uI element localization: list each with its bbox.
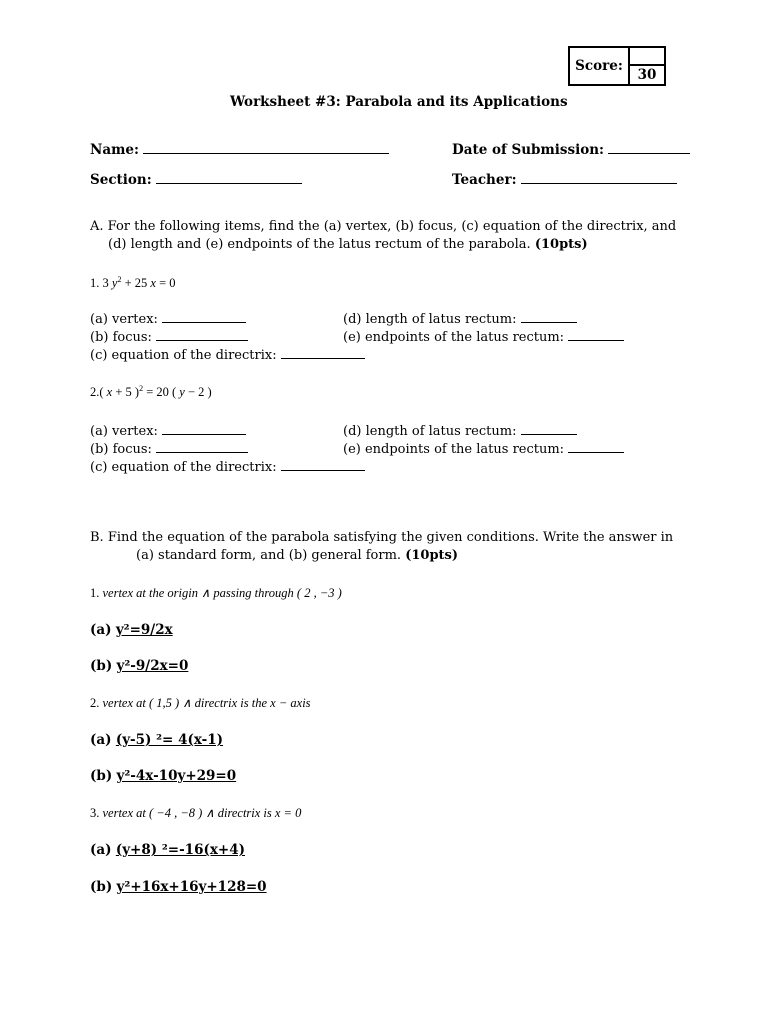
a1-length-field[interactable] <box>343 311 577 327</box>
a2-number: 2. <box>90 385 100 399</box>
a2-length-field[interactable] <box>343 423 577 439</box>
part-b-instruction-line1: B. Find the equation of the parabola satisfying the given conditions. Write the answer in <box>90 530 674 545</box>
date-blank[interactable] <box>608 142 690 154</box>
b1-a-label: (a) <box>90 622 112 638</box>
a1-directrix-blank[interactable] <box>281 347 365 359</box>
a1-vertex-label: (a) vertex: <box>90 312 158 327</box>
b3-condition-text: vertex at ( −4 , −8 ) ∧ directrix is x = 0 <box>102 806 302 820</box>
a1-eq-var-y: y <box>111 276 118 290</box>
part-b-points: (10pts) <box>405 548 459 563</box>
part-a-instruction-line1: A. For the following items, find the (a) vertex, (b) focus, (c) equation of the directrix, and <box>90 219 677 234</box>
a1-eq-mid: + 25 <box>121 276 151 290</box>
a2-eq-open: ( <box>99 385 107 399</box>
score-box <box>568 46 666 86</box>
b2-b-label: (b) <box>90 768 113 784</box>
b2-answer-b <box>90 768 236 784</box>
a1-eq-var-x: x <box>150 276 156 290</box>
b3-a-answer: (y+8) ²=-16(x+4) <box>115 842 245 858</box>
a2-eq-var-y: y <box>179 385 185 399</box>
name-label: Name: <box>90 142 139 158</box>
date-label: Date of Submission: <box>452 142 605 158</box>
b1-number: 1. <box>90 586 103 600</box>
a1-number: 1. <box>90 276 100 290</box>
a2-endpoints-field[interactable] <box>343 441 624 457</box>
part-b-instruction-line2 <box>136 548 458 563</box>
b3-b-answer: y²+16x+16y+128=0 <box>116 879 267 895</box>
b3-answer-a <box>90 842 245 858</box>
a1-length-label: (d) length of latus rectum: <box>343 312 517 327</box>
b2-a-label: (a) <box>90 732 112 748</box>
b2-b-answer: y²-4x-10y+29=0 <box>116 768 237 784</box>
a2-eq-mid: = 20 ( <box>143 385 180 399</box>
b3-b-label: (b) <box>90 879 113 895</box>
teacher-label: Teacher: <box>452 172 517 188</box>
b1-condition <box>90 585 342 601</box>
a2-directrix-blank[interactable] <box>281 459 365 471</box>
a1-eq-end: = 0 <box>155 276 176 290</box>
a2-focus-label: (b) focus: <box>90 442 152 457</box>
a1-focus-label: (b) focus: <box>90 330 152 345</box>
b2-number: 2. <box>90 696 103 710</box>
a2-vertex-label: (a) vertex: <box>90 424 158 439</box>
name-field[interactable] <box>90 142 389 158</box>
a2-eq-end: − 2 ) <box>184 385 212 399</box>
part-a-points: (10pts) <box>534 237 588 252</box>
a2-endpoints-label: (e) endpoints of the latus rectum: <box>343 442 565 457</box>
a2-directrix-field[interactable] <box>90 459 365 475</box>
b2-a-answer: (y-5) ²= 4(x-1) <box>115 732 224 748</box>
score-value: 30 <box>637 67 657 83</box>
a1-directrix-field[interactable] <box>90 347 365 363</box>
date-field[interactable] <box>452 142 690 158</box>
a1-vertex-field[interactable] <box>90 311 246 327</box>
a2-eq-exp: 2 <box>139 383 144 393</box>
b1-answer-a <box>90 622 173 638</box>
a1-endpoints-label: (e) endpoints of the latus rectum: <box>343 330 565 345</box>
b1-condition-text: vertex at the origin ∧ passing through ( 2 , −3 ) <box>102 586 342 600</box>
part-a-instruction-text: (d) length and (e) endpoints of the latus rectum of the parabola. <box>108 237 531 252</box>
a2-focus-field[interactable] <box>90 441 248 457</box>
a1-endpoints-field[interactable] <box>343 329 624 345</box>
a1-vertex-blank[interactable] <box>162 311 246 323</box>
a2-length-label: (d) length of latus rectum: <box>343 424 517 439</box>
b3-a-label: (a) <box>90 842 112 858</box>
b2-answer-a <box>90 732 223 748</box>
a2-focus-blank[interactable] <box>156 441 248 453</box>
a2-length-blank[interactable] <box>521 423 577 435</box>
b3-answer-b <box>90 879 267 895</box>
b1-answer-b <box>90 658 188 674</box>
b1-a-answer: y²=9/2x <box>115 622 173 638</box>
b2-condition-text: vertex at ( 1,5 ) ∧ directrix is the x − axis <box>102 696 311 710</box>
worksheet-title: Worksheet #3: Parabola and its Applications <box>230 94 568 110</box>
b3-condition <box>90 805 301 821</box>
a2-vertex-field[interactable] <box>90 423 246 439</box>
a2-endpoints-blank[interactable] <box>568 441 624 453</box>
a1-focus-field[interactable] <box>90 329 248 345</box>
section-label: Section: <box>90 172 152 188</box>
teacher-field[interactable] <box>452 172 677 188</box>
b1-b-answer: y²-9/2x=0 <box>116 658 189 674</box>
a1-directrix-label: (c) equation of the directrix: <box>90 348 277 363</box>
a2-eq-close: + 5 ) <box>112 385 140 399</box>
section-blank[interactable] <box>156 172 302 184</box>
b1-b-label: (b) <box>90 658 113 674</box>
score-label: Score: <box>570 48 630 84</box>
a2-directrix-label: (c) equation of the directrix: <box>90 460 277 475</box>
b2-condition <box>90 695 311 711</box>
a1-eq-exp: 2 <box>117 274 122 284</box>
a2-vertex-blank[interactable] <box>162 423 246 435</box>
part-b-instruction-text: (a) standard form, and (b) general form. <box>136 548 402 563</box>
part-a-instruction-line2 <box>108 237 588 252</box>
a2-equation <box>90 385 212 400</box>
a1-length-blank[interactable] <box>521 311 577 323</box>
name-blank[interactable] <box>143 142 389 154</box>
a1-endpoints-blank[interactable] <box>568 329 624 341</box>
a1-equation <box>90 276 176 291</box>
a1-focus-blank[interactable] <box>156 329 248 341</box>
score-blank-cell <box>630 48 664 66</box>
section-field[interactable] <box>90 172 302 188</box>
b3-number: 3. <box>90 806 103 820</box>
teacher-blank[interactable] <box>521 172 677 184</box>
a2-eq-var-x: x <box>106 385 113 399</box>
a1-eq-coef: 3 <box>102 276 112 290</box>
